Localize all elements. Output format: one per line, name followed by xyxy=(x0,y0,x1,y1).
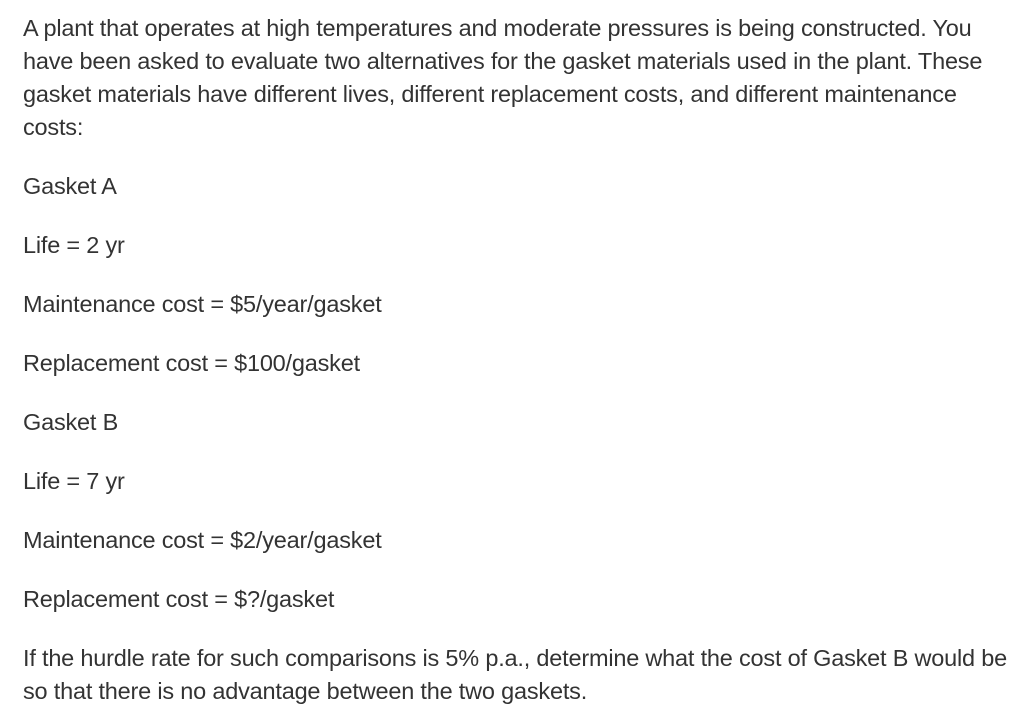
question-paragraph: If the hurdle rate for such comparisons is 5% p.a., determine what the cost of Gasket B would be so that there is no advantage between the two gaskets. xyxy=(23,645,1007,704)
spacer xyxy=(23,557,1008,583)
spacer xyxy=(23,321,1008,347)
spacer xyxy=(23,203,1008,229)
spacer xyxy=(23,616,1008,642)
problem-document xyxy=(23,12,1008,708)
gasket-b-maintenance: Maintenance cost = $2/year/gasket xyxy=(23,527,382,553)
gasket-a-life: Life = 2 yr xyxy=(23,232,125,258)
spacer xyxy=(23,144,1008,170)
intro-paragraph: A plant that operates at high temperatures and moderate pressures is being constructed. You have been asked to evaluate two alternatives for the gasket materials used in the plant. These gasket materials have different lives, different replacement costs, and different maintenance costs: xyxy=(23,15,983,140)
gasket-a-replacement: Replacement cost = $100/gasket xyxy=(23,350,360,376)
gasket-a-maintenance: Maintenance cost = $5/year/gasket xyxy=(23,291,382,317)
gasket-b-replacement: Replacement cost = $?/gasket xyxy=(23,586,335,612)
gasket-a-heading: Gasket A xyxy=(23,173,117,199)
spacer xyxy=(23,380,1008,406)
gasket-b-heading: Gasket B xyxy=(23,409,119,435)
spacer xyxy=(23,262,1008,288)
spacer xyxy=(23,498,1008,524)
spacer xyxy=(23,439,1008,465)
gasket-b-life: Life = 7 yr xyxy=(23,468,125,494)
